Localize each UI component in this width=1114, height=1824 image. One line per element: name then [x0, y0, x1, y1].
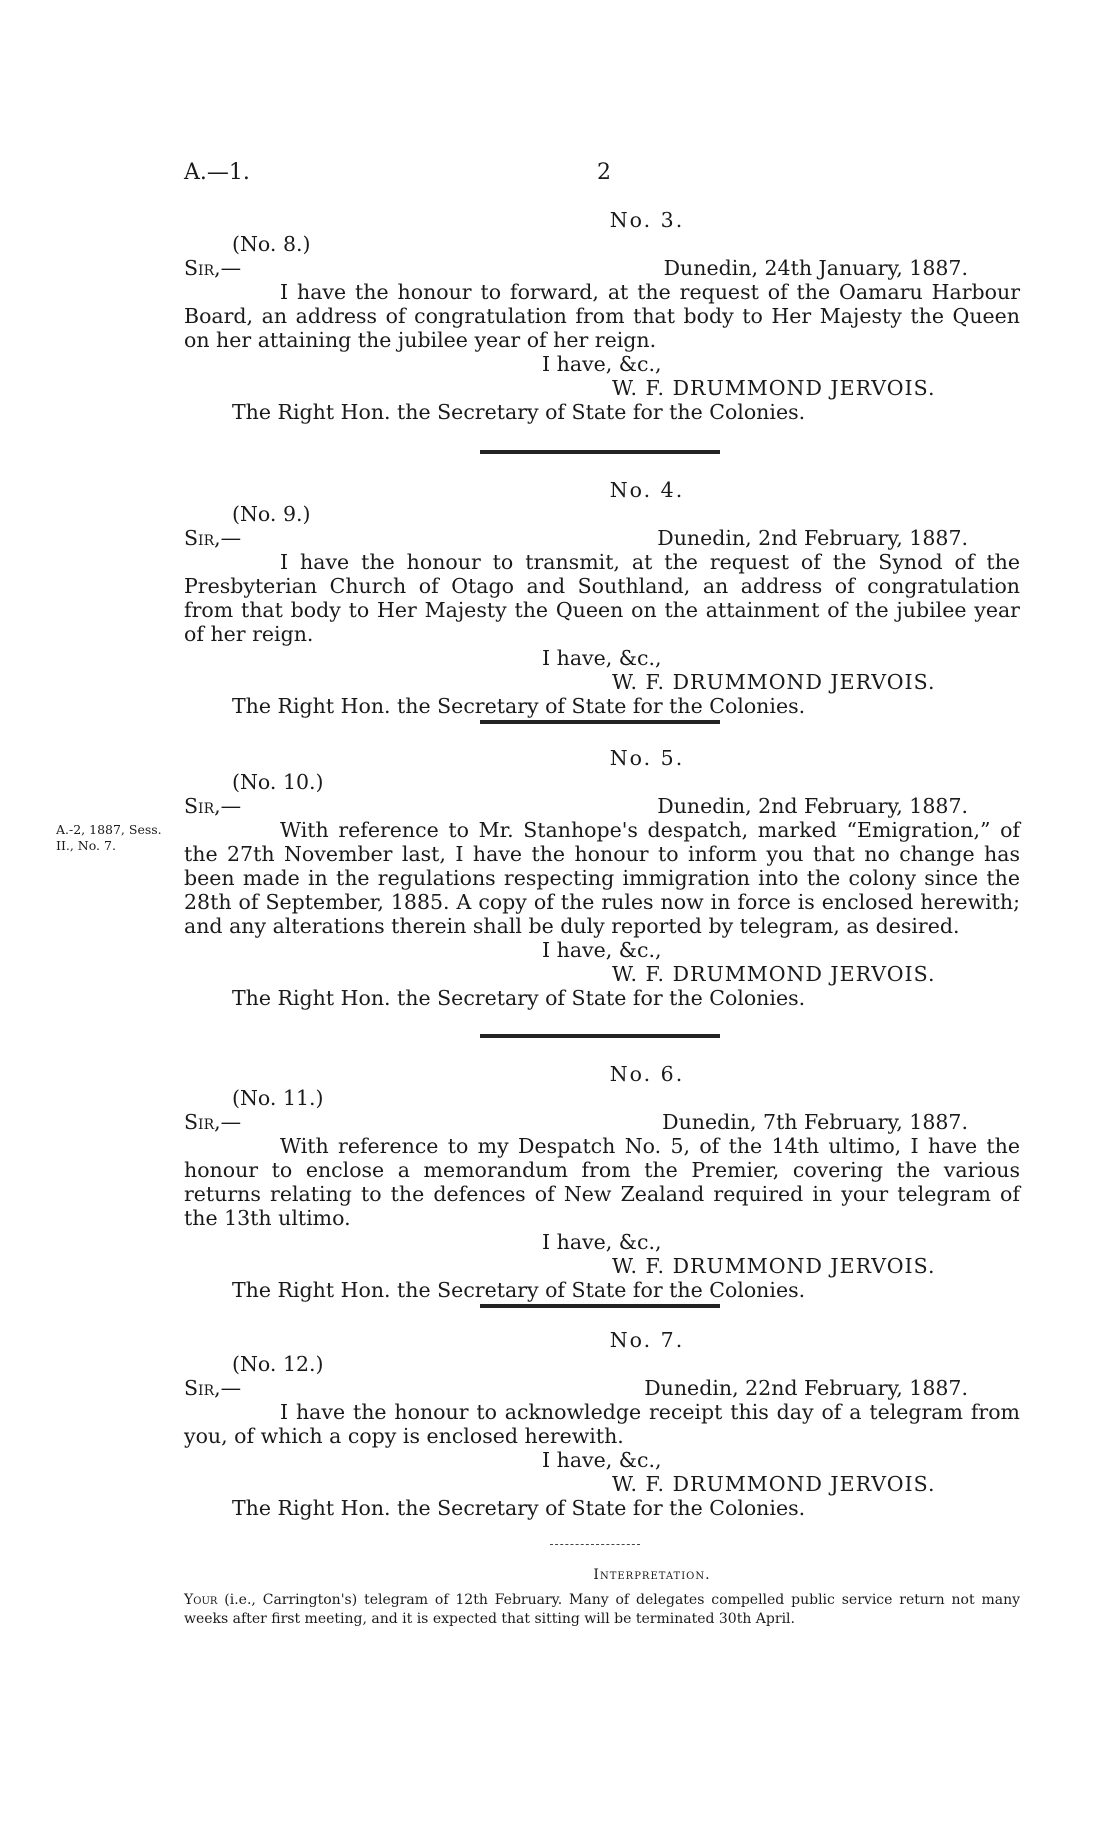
signature: W. F. DRUMMOND JERVOIS. [612, 962, 936, 986]
despatch-ref: (No. 11.) [232, 1086, 324, 1110]
section-rule [480, 1304, 720, 1308]
letter-number: No. 6. [609, 1062, 685, 1086]
section-rule [480, 1034, 720, 1038]
letter-number: No. 3. [609, 208, 685, 232]
interpretation-body: (i.e., Carrington's) telegram of 12th February. Many of delegates compelled public service return not many weeks after first meeting, and it is expected that sitting will be terminated 30th April. [184, 1592, 1020, 1627]
letter-closing: I have, &c., [542, 646, 662, 670]
interpretation-text [184, 1591, 1020, 1629]
letter-no-4 [184, 478, 1020, 718]
signature: W. F. DRUMMOND JERVOIS. [612, 376, 936, 400]
letter-date: Dunedin, 2nd February, 1887. [657, 794, 968, 818]
letter-number: No. 4. [609, 478, 685, 502]
letter-no-6 [184, 1062, 1020, 1302]
addressee: The Right Hon. the Secretary of State for the Colonies. [232, 1278, 806, 1302]
interpretation-section [184, 1566, 1020, 1629]
signature: W. F. DRUMMOND JERVOIS. [612, 670, 936, 694]
margin-note: A.-2, 1887, Sess. II., No. 7. [56, 822, 162, 853]
letter-date: Dunedin, 2nd February, 1887. [657, 526, 968, 550]
salutation-row [184, 256, 1020, 280]
addressee: The Right Hon. the Secretary of State for the Colonies. [232, 694, 806, 718]
despatch-ref: (No. 8.) [232, 232, 311, 256]
letter-closing: I have, &c., [542, 938, 662, 962]
addressee: The Right Hon. the Secretary of State for the Colonies. [232, 400, 806, 424]
addressee: The Right Hon. the Secretary of State for the Colonies. [232, 986, 806, 1010]
interpretation-lead: Your [184, 1592, 218, 1608]
salutation: Sir,— [184, 1110, 242, 1134]
interpretation-title: Interpretation. [593, 1567, 711, 1583]
letter-date: Dunedin, 24th January, 1887. [663, 256, 968, 280]
letter-closing: I have, &c., [542, 352, 662, 376]
letter-body: I have the honour to transmit, at the request of the Synod of the Presbyterian Church of Otago and Southland, an address of congratulation from that body to Her Majesty the Queen on the attainment of the jubilee year of her reign. [184, 550, 1020, 646]
letter-no-5 [184, 746, 1020, 1010]
page-number: 2 [597, 160, 611, 185]
salutation: Sir,— [184, 256, 242, 280]
letter-no-3 [184, 208, 1020, 424]
salutation: Sir,— [184, 794, 242, 818]
salutation-row [184, 794, 1020, 818]
dashed-divider [550, 1544, 640, 1545]
addressee: The Right Hon. the Secretary of State for the Colonies. [232, 1496, 806, 1520]
section-rule [480, 720, 720, 724]
salutation: Sir,— [184, 526, 242, 550]
section-rule [480, 450, 720, 454]
document-reference: A.—1. [184, 160, 250, 185]
signature: W. F. DRUMMOND JERVOIS. [612, 1254, 936, 1278]
salutation-row [184, 526, 1020, 550]
letter-closing: I have, &c., [542, 1230, 662, 1254]
letter-no-7 [184, 1328, 1020, 1520]
despatch-ref: (No. 9.) [232, 502, 311, 526]
signature: W. F. DRUMMOND JERVOIS. [612, 1472, 936, 1496]
despatch-ref: (No. 12.) [232, 1352, 324, 1376]
salutation: Sir,— [184, 1376, 242, 1400]
letter-closing: I have, &c., [542, 1448, 662, 1472]
letter-number: No. 5. [609, 746, 685, 770]
letter-date: Dunedin, 7th February, 1887. [662, 1110, 968, 1134]
letter-body: With reference to Mr. Stanhope's despatch, marked “Emigration,” of the 27th November last, I have the honour to inform you that no change has been made in the regulations respecting immigration into the colony since the 28th of September, 1885. A copy of the rules now in force is enclosed herewith; and any alterations therein shall be duly reported by telegram, as desired. [184, 818, 1020, 938]
letter-body: I have the honour to forward, at the request of the Oamaru Harbour Board, an address of congratulation from that body to Her Majesty the Queen on her attaining the jubilee year of her reign. [184, 280, 1020, 352]
salutation-row [184, 1110, 1020, 1134]
letter-date: Dunedin, 22nd February, 1887. [644, 1376, 968, 1400]
despatch-ref: (No. 10.) [232, 770, 324, 794]
letter-number: No. 7. [609, 1328, 685, 1352]
letter-body: With reference to my Despatch No. 5, of the 14th ultimo, I have the honour to enclose a memorandum from the Premier, covering the various returns relating to the defences of New Zealand required in your telegram of the 13th ultimo. [184, 1134, 1020, 1230]
letter-body: I have the honour to acknowledge receipt this day of a telegram from you, of which a copy is enclosed herewith. [184, 1400, 1020, 1448]
salutation-row [184, 1376, 1020, 1400]
